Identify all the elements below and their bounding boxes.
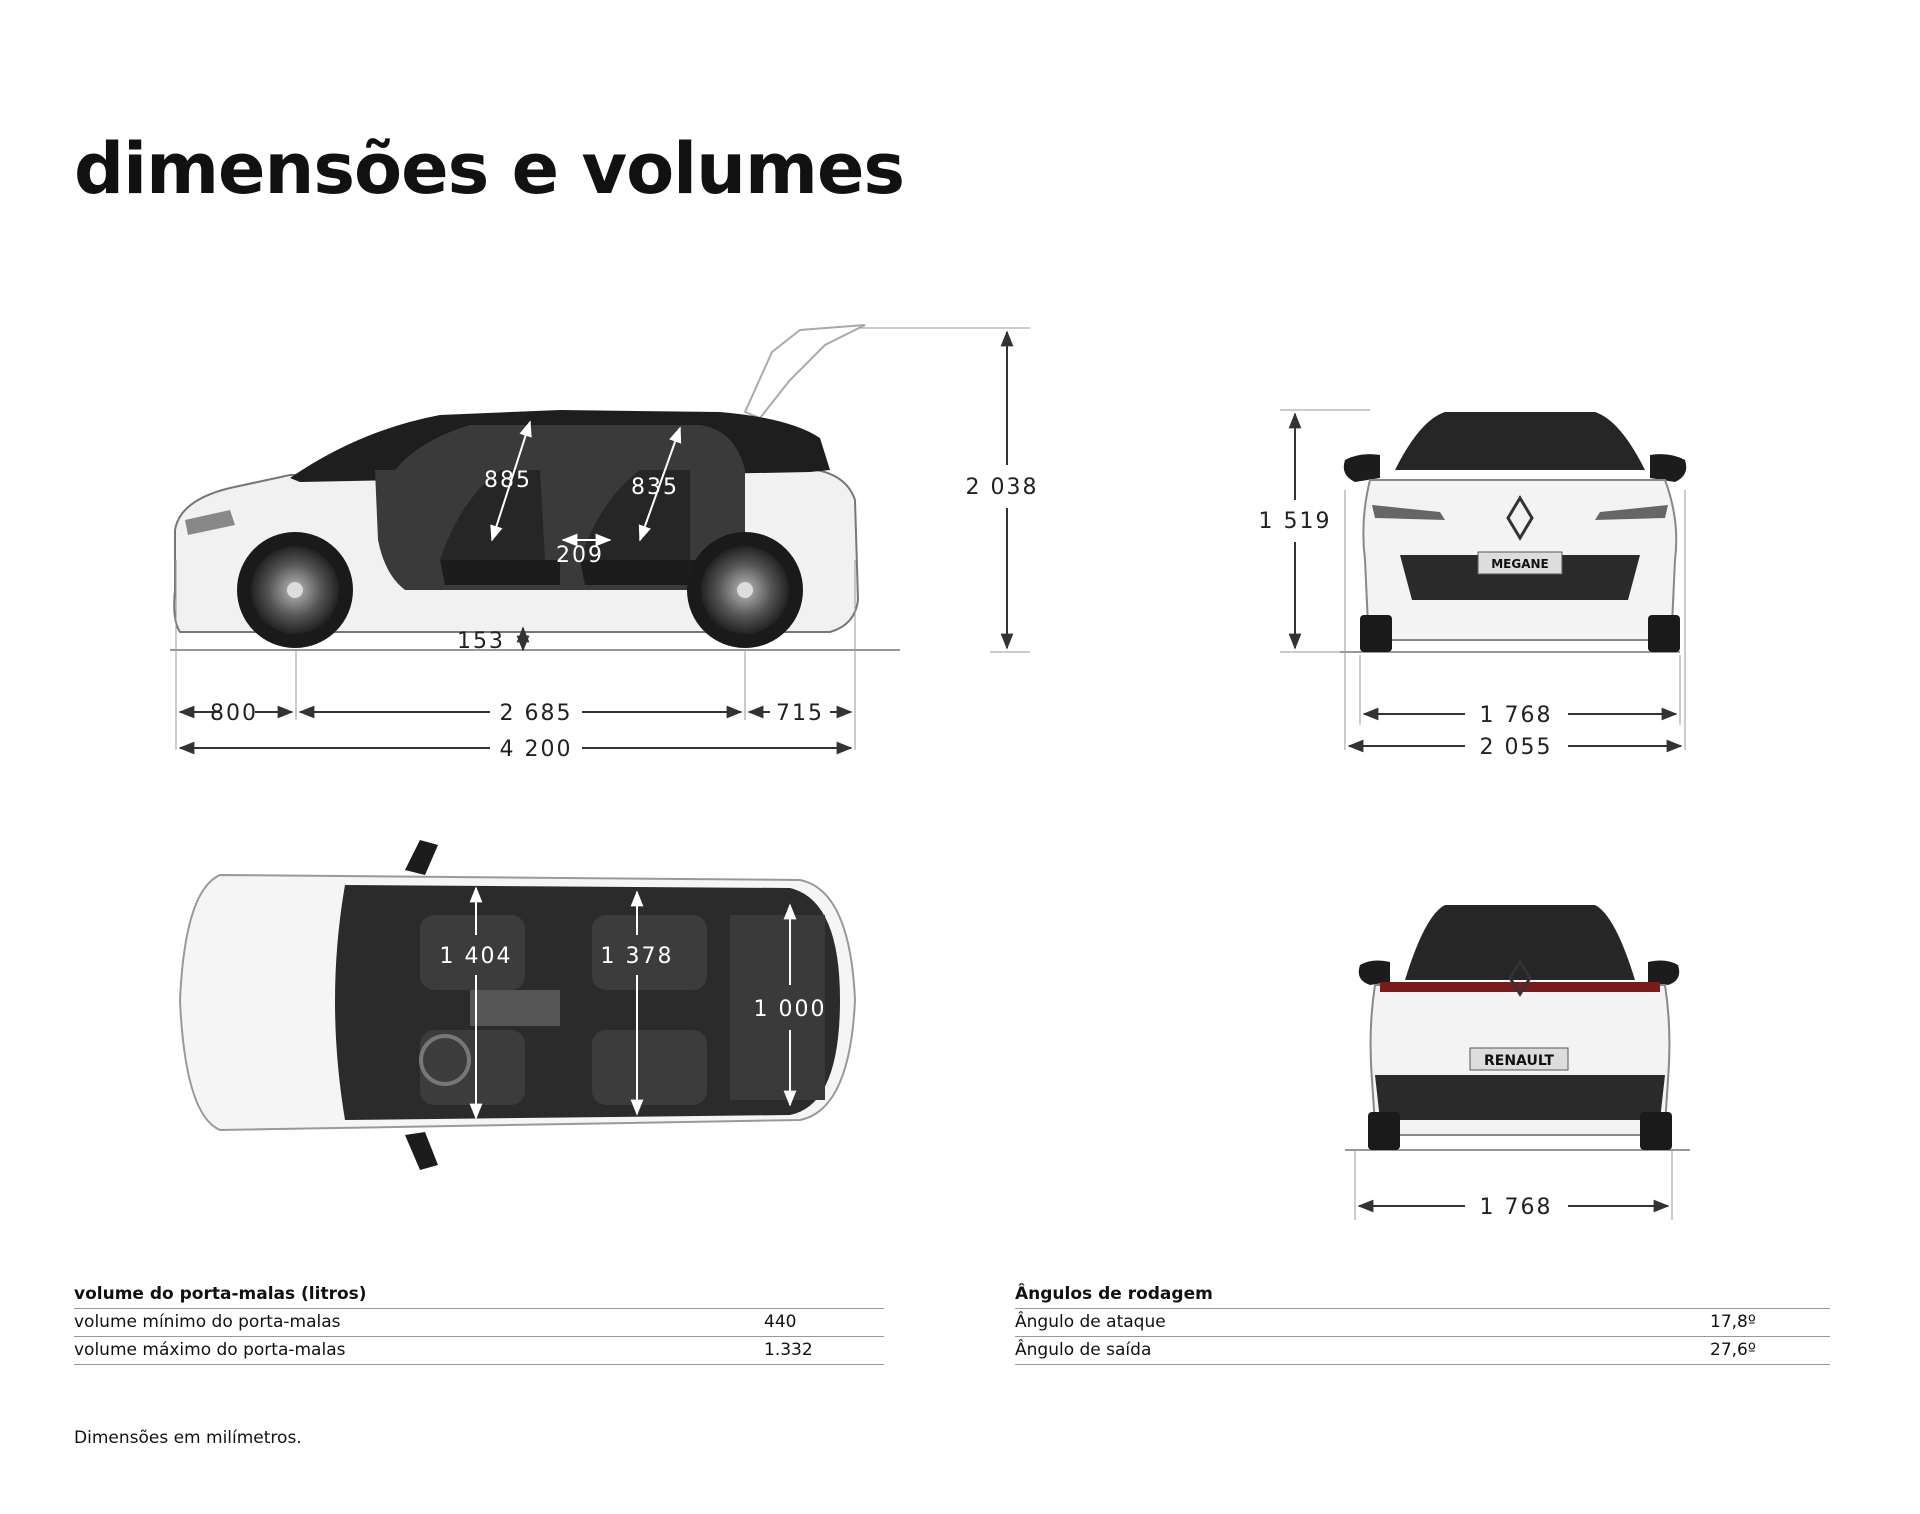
trunk-table-header: volume do porta-malas (litros) — [74, 1280, 884, 1309]
departure-angle-label: Ângulo de saída — [1015, 1340, 1152, 1360]
departure-angle-value: 27,6º — [1710, 1340, 1756, 1360]
rear-elbow-label: 1 378 — [600, 944, 674, 969]
megane-badge: MEGANE — [1491, 557, 1549, 571]
rear-view-car — [1345, 905, 1690, 1150]
table-row — [74, 1309, 884, 1337]
front-overhang-label: 800 — [210, 701, 258, 726]
angles-table-header: Ângulos de rodagem — [1015, 1280, 1830, 1309]
approach-angle-label: Ângulo de ataque — [1015, 1312, 1166, 1332]
table-row — [74, 1337, 884, 1365]
trunk-volume-table — [74, 1280, 884, 1365]
height-tailgate-label: 2 038 — [965, 475, 1039, 500]
front-elbow-label: 1 404 — [439, 944, 513, 969]
renault-badge: RENAULT — [1484, 1053, 1554, 1069]
boot-width-label: 1 000 — [753, 997, 827, 1022]
trunk-min-label: volume mínimo do porta-malas — [74, 1312, 341, 1332]
rear-view-dimensions — [1355, 1150, 1672, 1220]
side-view-car — [170, 325, 900, 650]
length-label: 4 200 — [499, 737, 573, 762]
page-title: dimensões e volumes — [74, 128, 905, 210]
driving-angles-table — [1015, 1280, 1830, 1365]
approach-angle-value: 17,8º — [1710, 1312, 1756, 1332]
width-mirrors-label: 2 055 — [1479, 735, 1553, 760]
footnote: Dimensões em milímetros. — [74, 1428, 302, 1448]
rear-overhang-label: 715 — [776, 701, 824, 726]
trunk-max-value: 1.332 — [764, 1340, 813, 1360]
rear-track-label: 1 768 — [1479, 1195, 1553, 1220]
table-row — [1015, 1309, 1830, 1337]
trunk-max-label: volume máximo do porta-malas — [74, 1340, 346, 1360]
ground-clearance-label: 153 — [457, 629, 505, 654]
front-view-car — [1340, 412, 1686, 652]
rear-kneeroom-label: 209 — [556, 543, 604, 568]
rear-headroom-label: 835 — [631, 475, 679, 500]
front-headroom-label: 885 — [484, 468, 532, 493]
trunk-min-value: 440 — [764, 1312, 797, 1332]
table-row — [1015, 1337, 1830, 1365]
wheelbase-label: 2 685 — [499, 701, 573, 726]
front-height-label: 1 519 — [1258, 509, 1332, 534]
front-width-label: 1 768 — [1479, 703, 1553, 728]
